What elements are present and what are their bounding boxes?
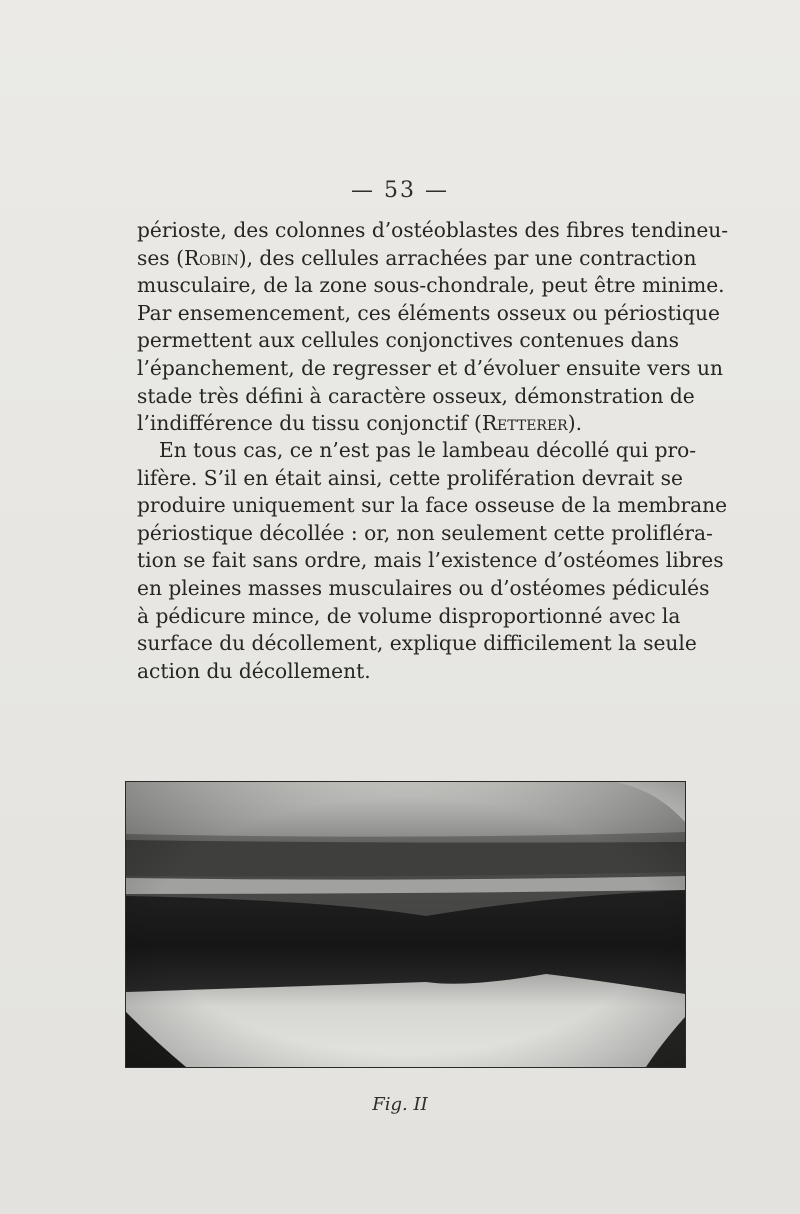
text-line: ses (Robin), des cellules arrachées par une contraction — [137, 245, 697, 270]
radiograph-figure — [125, 781, 686, 1068]
text-line: lifère. S’il en était ainsi, cette prolifération devrait se — [137, 465, 683, 490]
text-line: en pleines masses musculaires ou d’ostéomes pédiculés — [137, 575, 710, 600]
figure-caption: Fig. II — [372, 1094, 428, 1115]
page-number: — 53 — — [351, 178, 449, 203]
text-line: stade très défini à caractère osseux, démonstration de — [137, 383, 695, 408]
text-line: action du décollement. — [137, 658, 371, 683]
text-line: à pédicure mince, de volume disproportionné avec la — [137, 603, 681, 628]
text-line: musculaire, de la zone sous-chondrale, peut être minime. — [137, 273, 725, 298]
text-line: périostique décollée : or, non seulement cette prolifléra- — [137, 520, 713, 545]
vignette — [126, 782, 685, 1067]
text-line: tion se fait sans ordre, mais l’existence d’ostéomes libres — [137, 548, 724, 573]
text-line: produire uniquement sur la face osseuse de la membrane — [137, 493, 728, 518]
paragraph-1 — [137, 217, 729, 438]
radiograph-image — [126, 782, 685, 1067]
text-line: surface du décollement, explique difficilement la seule — [137, 631, 697, 656]
paragraph-2 — [137, 437, 728, 685]
author-name-robin: Robin — [183, 245, 239, 270]
text-line: Par ensemencement, ces éléments osseux ou périostique — [137, 300, 720, 325]
text-line: l’épanchement, de regresser et d’évoluer ensuite vers un — [137, 355, 724, 380]
text-line: En tous cas, ce n’est pas le lambeau décollé qui pro- — [159, 438, 697, 462]
text-line: l’indifférence du tissu conjonctif (Retterer). — [137, 411, 583, 436]
text-line: permettent aux cellules conjonctives contenues dans — [137, 328, 679, 353]
text-line: périoste, des colonnes d’ostéoblastes des fibres tendineu- — [137, 218, 729, 242]
author-name-retterer: Retterer — [481, 411, 568, 436]
